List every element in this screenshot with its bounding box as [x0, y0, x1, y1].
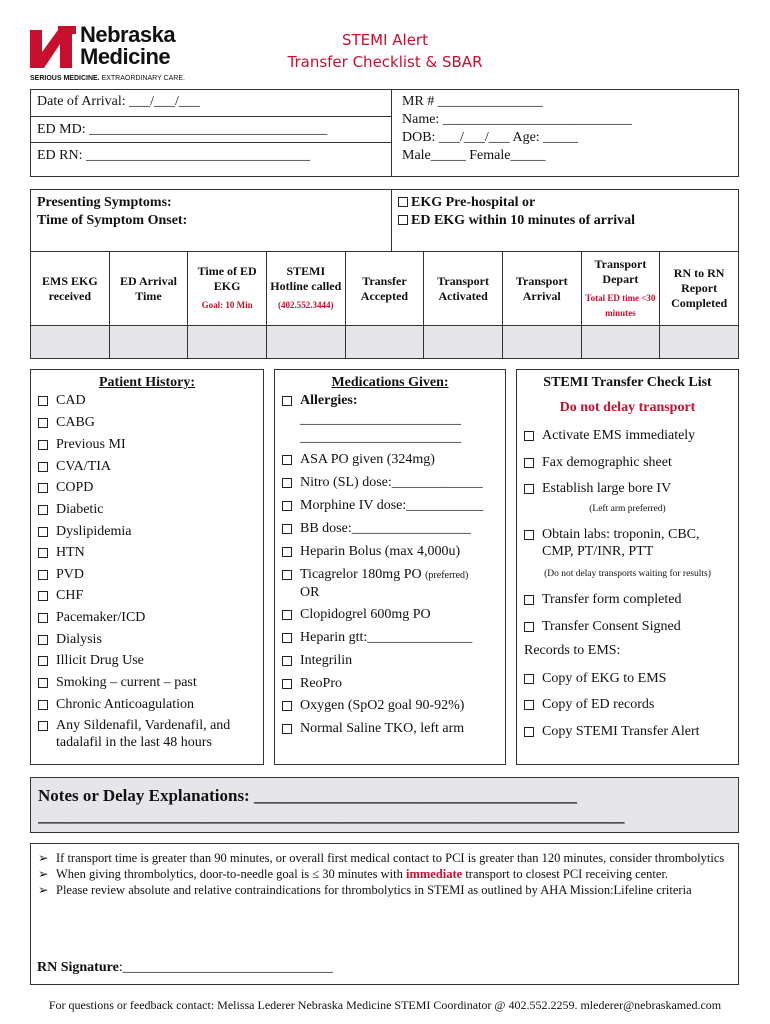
- guidance-bullets: [38, 850, 728, 898]
- col-transport-arrival: Transport Arrival: [502, 252, 581, 326]
- med-morphine[interactable]: Morphine IV dose:___________: [282, 497, 483, 514]
- time-cell-transport-depart[interactable]: [581, 326, 660, 359]
- rn-signature-field[interactable]: RN Signature:______________________________: [37, 960, 333, 975]
- ed-ekg-checkbox[interactable]: ED EKG within 10 minutes of arrival: [398, 213, 635, 229]
- time-cell-transfer-accepted[interactable]: [345, 326, 424, 359]
- notes-label: Notes or Delay Explanations: ______________________________________: [38, 786, 577, 805]
- ed-rn-field[interactable]: ED RN: ________________________________: [37, 148, 310, 163]
- ed-md-field[interactable]: ED MD: __________________________________: [37, 122, 328, 137]
- check-activate-ems[interactable]: Activate EMS immediately: [524, 427, 695, 444]
- guidance-contraindications: ➢ Please review absolute and relative contraindications for thrombolytics in STEMI as outlined by AHA Mission:Lifeline criteria: [38, 883, 692, 897]
- allergies-blank-2[interactable]: _______________________: [300, 430, 461, 445]
- form-title: STEMI Alert: [341, 31, 428, 49]
- mr-field[interactable]: MR # _______________: [402, 94, 543, 109]
- time-cell-transport-arrival[interactable]: [502, 326, 581, 359]
- med-nitro[interactable]: Nitro (SL) dose:_____________: [282, 474, 483, 491]
- checklist-title: STEMI Transfer Check List: [543, 375, 712, 390]
- history-smoking[interactable]: Smoking – current – past: [38, 674, 197, 691]
- date-of-arrival-field[interactable]: Date of Arrival: ___/___/___: [37, 94, 200, 109]
- check-copy-ed-records[interactable]: Copy of ED records: [524, 696, 654, 713]
- history-chf[interactable]: CHF: [38, 587, 83, 604]
- history-cva-tia[interactable]: CVA/TIA: [38, 458, 111, 475]
- med-normal-saline[interactable]: Normal Saline TKO, left arm: [282, 720, 464, 737]
- sex-field[interactable]: Male_____ Female_____: [402, 148, 546, 163]
- med-oxygen[interactable]: Oxygen (SpO2 goal 90-92%): [282, 697, 464, 714]
- med-clopidogrel[interactable]: Clopidogrel 600mg PO: [282, 606, 431, 623]
- col-transport-depart: Transport Depart Total ED time <30 minutes: [581, 252, 660, 326]
- check-obtain-labs[interactable]: Obtain labs: troponin, CBC, CMP, PT/INR, PTT: [524, 526, 700, 560]
- check-copy-stemi-alert[interactable]: Copy STEMI Transfer Alert: [524, 723, 700, 740]
- history-copd[interactable]: COPD: [38, 479, 93, 496]
- records-to-ems-label: Records to EMS:: [524, 643, 621, 658]
- presenting-symptoms-label: Presenting Symptoms:: [37, 195, 172, 210]
- time-cell-stemi-hotline[interactable]: [266, 326, 345, 359]
- history-pvd[interactable]: PVD: [38, 566, 84, 583]
- checklist-subtitle: Do not delay transport: [559, 400, 696, 415]
- check-large-bore-iv[interactable]: Establish large bore IV: [524, 480, 671, 497]
- col-ed-ekg: Time of ED EKG Goal: 10 Min: [188, 252, 267, 326]
- logo-name-line1: Nebraska: [80, 22, 176, 47]
- med-ticagrelor[interactable]: Ticagrelor 180mg PO (preferred) OR: [282, 566, 468, 601]
- allergies-blank-1[interactable]: _______________________: [300, 412, 461, 427]
- ekg-prehospital-checkbox[interactable]: EKG Pre-hospital or: [398, 195, 535, 211]
- col-ed-arrival: ED Arrival Time: [109, 252, 188, 326]
- med-heparin-gtt[interactable]: Heparin gtt:_______________: [282, 629, 472, 646]
- col-transfer-accepted: Transfer Accepted: [345, 252, 424, 326]
- time-cell-transport-activated[interactable]: [424, 326, 503, 359]
- patient-history-title: Patient History:: [98, 375, 196, 390]
- col-ems-ekg: EMS EKG received: [31, 252, 110, 326]
- history-pde5-inhibitor[interactable]: Any Sildenafil, Vardenafil, and tadalafil in the last 48 hours: [38, 717, 230, 751]
- med-reopro[interactable]: ReoPro: [282, 675, 342, 692]
- symptom-onset-label: Time of Symptom Onset:: [37, 213, 188, 228]
- col-stemi-hotline: STEMI Hotline called (402.552.3444): [266, 252, 345, 326]
- logo-name-line2: Medicine: [80, 44, 171, 69]
- med-bb[interactable]: BB dose:_________________: [282, 520, 471, 537]
- history-pacemaker-icd[interactable]: Pacemaker/ICD: [38, 609, 145, 626]
- footer-contact: For questions or feedback contact: Melissa Lederer Nebraska Medicine STEMI Coordinator @ 402.552.2259. mlederer@nebraskamed.com: [48, 998, 722, 1012]
- check-consent-signed[interactable]: Transfer Consent Signed: [524, 618, 681, 635]
- time-cell-rn-report[interactable]: [660, 326, 739, 359]
- labs-note: (Do not delay transports waiting for results): [544, 569, 711, 579]
- time-cell-ems-ekg[interactable]: [31, 326, 110, 359]
- med-integrilin[interactable]: Integrilin: [282, 652, 352, 669]
- check-fax-demographic[interactable]: Fax demographic sheet: [524, 454, 672, 471]
- info-rule-2: [30, 142, 391, 143]
- med-asa[interactable]: ASA PO given (324mg): [282, 451, 435, 468]
- col-transport-activated: Transport Activated: [424, 252, 503, 326]
- history-illicit-drug-use[interactable]: Illicit Drug Use: [38, 652, 144, 669]
- history-dyslipidemia[interactable]: Dyslipidemia: [38, 523, 131, 540]
- history-cad[interactable]: CAD: [38, 392, 86, 409]
- time-cell-ed-arrival[interactable]: [109, 326, 188, 359]
- info-rule-1: [30, 116, 391, 117]
- left-arm-note: (Left arm preferred): [589, 504, 666, 514]
- dob-age-field[interactable]: DOB: ___/___/___ Age: _____: [402, 130, 579, 145]
- notes-line-2: _____________________________________________________________________: [38, 806, 625, 825]
- form-subtitle: Transfer Checklist & SBAR: [287, 53, 483, 71]
- col-rn-report: RN to RN Report Completed: [660, 252, 739, 326]
- check-transfer-form[interactable]: Transfer form completed: [524, 591, 681, 608]
- timeline-table: [30, 251, 739, 359]
- name-field[interactable]: Name: ___________________________: [402, 112, 632, 127]
- history-previous-mi[interactable]: Previous MI: [38, 436, 126, 453]
- history-cabg[interactable]: CABG: [38, 414, 95, 431]
- guidance-door-to-needle: ➢ When giving thrombolytics, door-to-needle goal is ≤ 30 minutes with immediate transport to closest PCI receiving center.: [38, 867, 669, 881]
- history-htn[interactable]: HTN: [38, 544, 85, 561]
- history-dialysis[interactable]: Dialysis: [38, 631, 102, 648]
- history-diabetic[interactable]: Diabetic: [38, 501, 103, 518]
- check-copy-ekg[interactable]: Copy of EKG to EMS: [524, 670, 666, 687]
- allergies-checkbox[interactable]: Allergies:: [282, 392, 358, 409]
- time-cell-ed-ekg[interactable]: [188, 326, 267, 359]
- med-heparin-bolus[interactable]: Heparin Bolus (max 4,000u): [282, 543, 460, 560]
- nebraska-medicine-logo-icon: [28, 24, 78, 72]
- history-chronic-anticoagulation[interactable]: Chronic Anticoagulation: [38, 696, 194, 713]
- medications-title: Medications Given:: [331, 375, 449, 390]
- logo-tagline: SERIOUS MEDICINE. EXTRAORDINARY CARE.: [30, 75, 185, 82]
- guidance-transport-time: ➢ If transport time is greater than 90 minutes, or overall first medical contact to PCI is greater than 120 minutes, consider thrombolytics: [38, 851, 725, 865]
- symptoms-divider: [391, 189, 392, 251]
